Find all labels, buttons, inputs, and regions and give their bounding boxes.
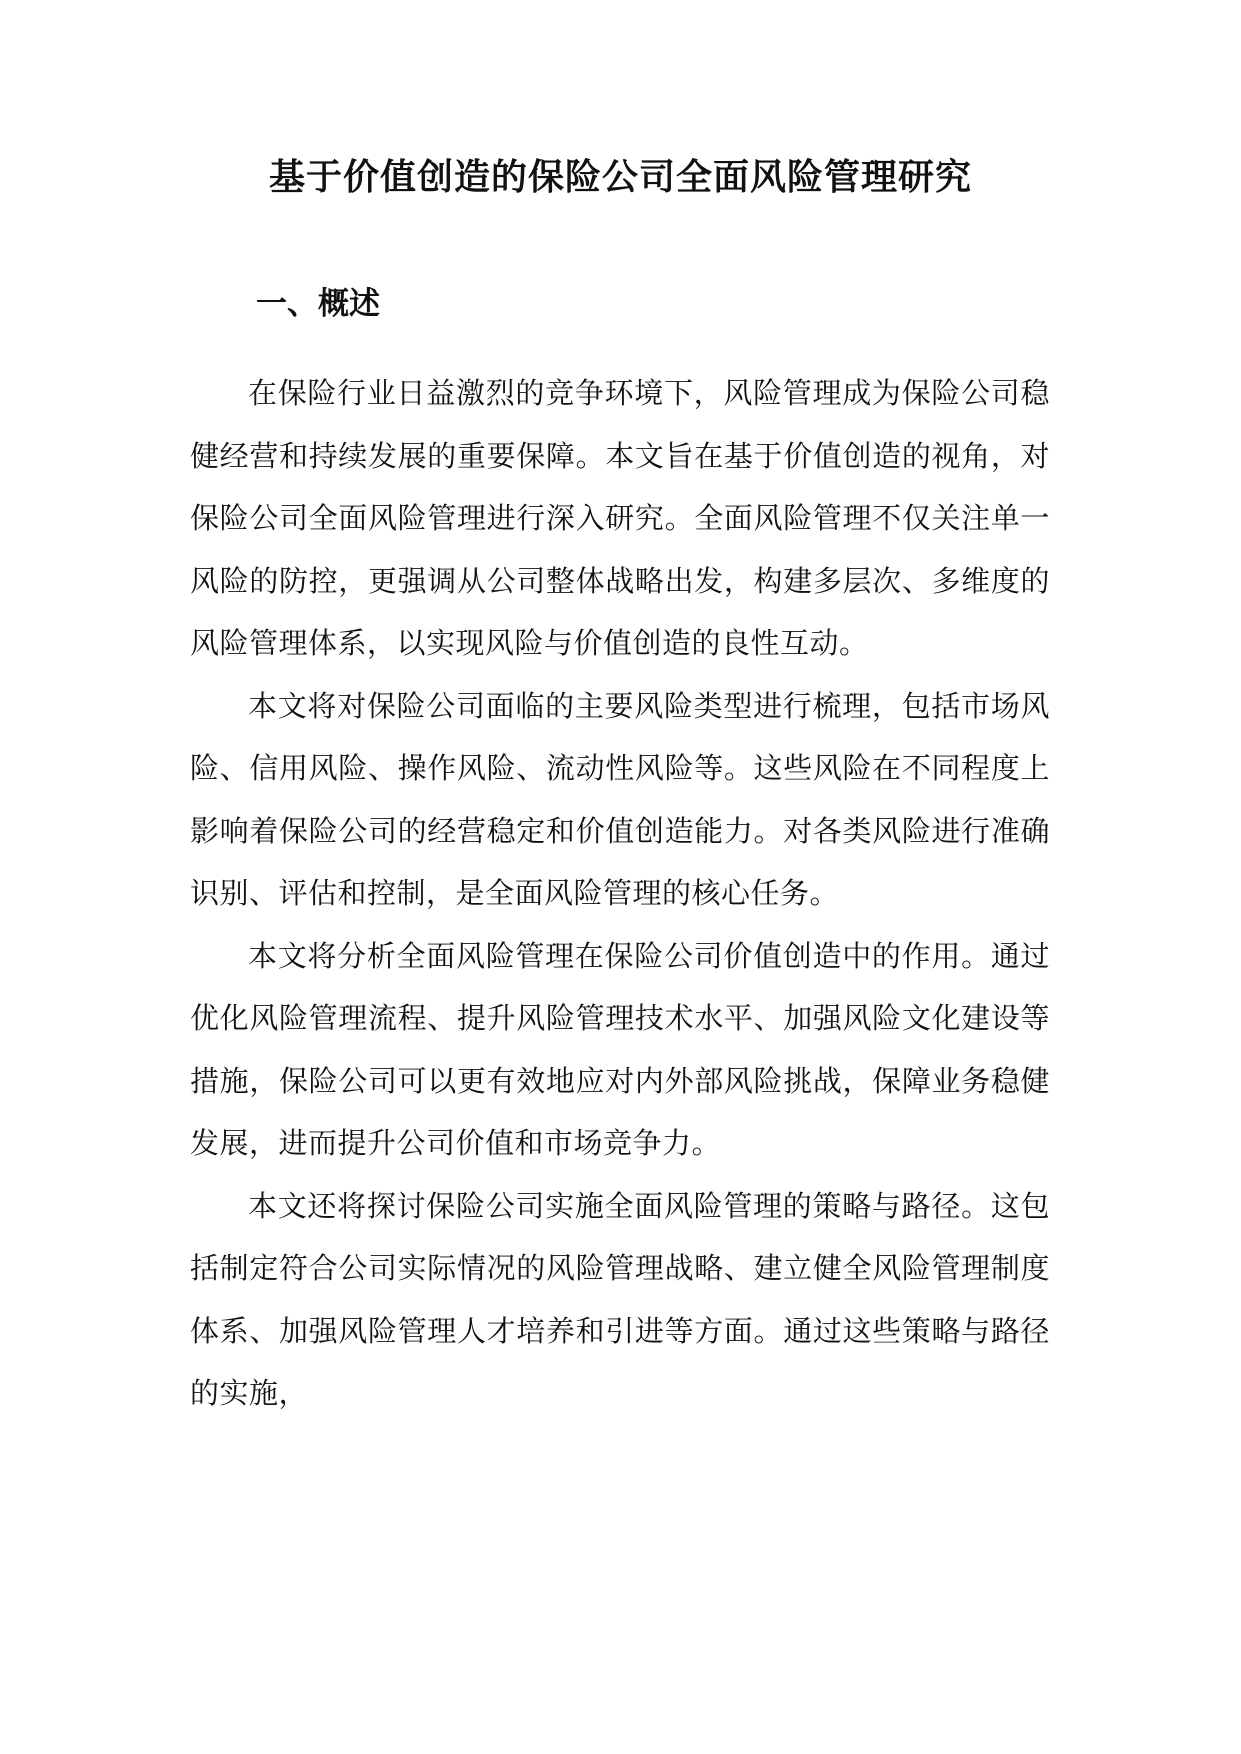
document-title: 基于价值创造的保险公司全面风险管理研究 [268,157,972,198]
body-text [190,362,1050,1425]
paragraph-1: 在保险行业日益激烈的竞争环境下，风险管理成为保险公司稳健经营和持续发展的重要保障。本文旨在基于价值创造的视角，对保险公司全面风险管理进行深入研究。全面风险管理不仅关注单一风险的防控，更强调从公司整体战略出发，构建多层次、多维度的风险管理体系，以实现风险与价值创造的良性互动。 [190,376,1050,660]
paragraph-3: 本文将分析全面风险管理在保险公司价值创造中的作用。通过优化风险管理流程、提升风险管理技术水平、加强风险文化建设等措施，保险公司可以更有效地应对内外部风险挑战，保障业务稳健发展，进而提升公司价值和市场竞争力。 [190,938,1050,1160]
section-heading-overview: 一、概述 [256,286,380,322]
paragraph-2: 本文将对保险公司面临的主要风险类型进行梳理，包括市场风险、信用风险、操作风险、流动性风险等。这些风险在不同程度上影响着保险公司的经营稳定和价值创造能力。对各类风险进行准确识别、评估和控制，是全面风险管理的核心任务。 [190,688,1050,910]
paragraph-4: 本文还将探讨保险公司实施全面风险管理的策略与路径。这包括制定符合公司实际情况的风险管理战略、建立健全风险管理制度体系、加强风险管理人才培养和引进等方面。通过这些策略与路径的实施， [190,1188,1050,1410]
